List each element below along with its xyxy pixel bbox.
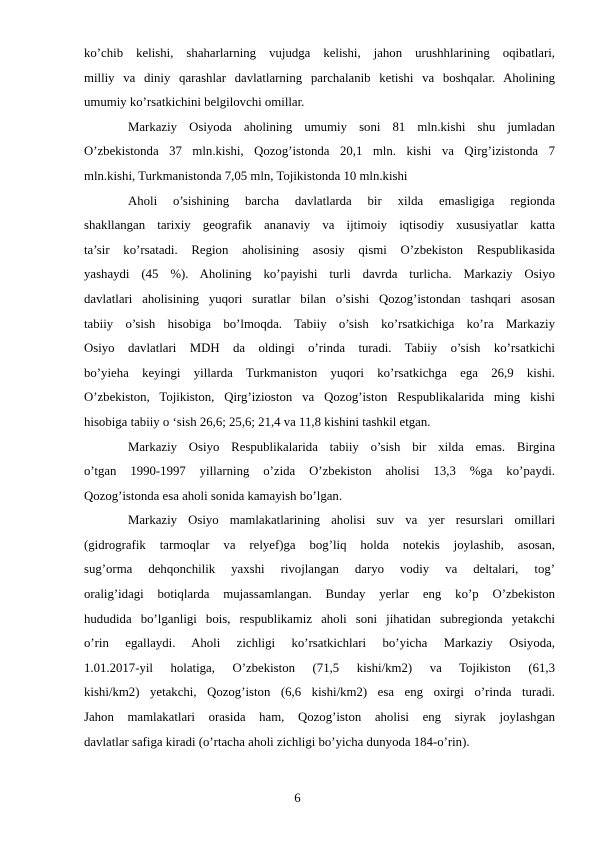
text-line: ta’sir ko’rsatadi. Region aholisining asosiy qismi O’zbekiston Respublikasida: [84, 242, 555, 257]
text-line: shakllangan tarixiy geografik ananaviy va ijtimoiy iqtisodiy xususiyatlar katta: [84, 218, 555, 233]
text-line: Markaziy Osiyo Respublikalarida tabiiy o’sish bir xilda emas. Birgina: [128, 439, 555, 454]
text-line: Markaziy Osiyo mamlakatlarining aholisi suv va yer resurslari omillari: [128, 513, 555, 528]
text-line: Qozog’istonda esa aholi sonida kamayish bo’lgan.: [84, 488, 343, 503]
text-line: kishi/km2) yetakchi, Qozog’iston (6,6 kishi/km2) esa eng oxirgi o’rinda turadi.: [84, 685, 555, 700]
text-line: oralig’idagi botiqlarda mujassamlangan. Bunday yerlar eng ko’p O’zbekiston: [84, 587, 555, 602]
text-line: yashaydi (45 %). Aholining ko’payishi turli davrda turlicha. Markaziy Osiyo: [84, 267, 555, 282]
text-line: hisobiga tabiiy o ‘sish 26,6; 25,6; 21,4 va 11,8 kishini tashkil etgan.: [84, 414, 431, 429]
text-line: o’tgan 1990-1997 yillarning o’zida O’zbekiston aholisi 13,3 %ga ko’paydi.: [84, 464, 555, 479]
text-line: Jahon mamlakatlari orasida ham, Qozog’iston aholisi eng siyrak joylashgan: [84, 710, 555, 725]
text-line: hududida bo’lganligi bois, respublikamiz aholi soni jihatidan subregionda yetakchi: [84, 611, 555, 626]
text-line: sug’orma dehqonchilik yaxshi rivojlangan daryo vodiy va deltalari, tog’: [84, 562, 555, 577]
text-line: Osiyo davlatlari MDH da oldingi o’rinda turadi. Tabiiy o’sish ko’rsatkichi: [84, 341, 555, 356]
text-line: o’rin egallaydi. Aholi zichligi ko’rsatkichlari bo’yicha Markaziy Osiyoda,: [84, 636, 555, 651]
text-line: (gidrografik tarmoqlar va relyef)ga bog’liq holda notekis joylashib, asosan,: [84, 537, 555, 552]
text-line: davlatlar safiga kiradi (o’rtacha aholi zichligi bo’yicha dunyoda 184-o’rin).: [84, 734, 470, 749]
text-line: Markaziy Osiyoda aholining umumiy soni 81 mln.kishi shu jumladan: [128, 119, 555, 134]
text-line: milliy va diniy qarashlar davlatlarning parchalanib ketishi va boshqalar. Aholining: [84, 70, 555, 85]
document-body: [84, 41, 555, 754]
page-number: 6: [294, 791, 301, 805]
text-line: bo’yieha keyingi yillarda Turkmaniston yuqori ko’rsatkichga ega 26,9 kishi.: [84, 365, 555, 380]
text-line: tabiiy o’sish hisobiga bo’lmoqda. Tabiiy o’sish ko’rsatkichiga ko’ra Markaziy: [84, 316, 555, 331]
paragraph: [84, 508, 555, 754]
text-line: Aholi o’sishining barcha davlatlarda bir xilda emasligiga regionda: [128, 193, 555, 208]
text-line: umumiy ko’rsatkichini belgilovchi omillar.: [84, 95, 305, 110]
paragraph: [84, 189, 555, 435]
paragraph: [84, 435, 555, 509]
text-line: O’zbekiston, Tojikiston, Qirg’izioston va Qozog’iston Respublikalarida ming kishi: [84, 390, 555, 405]
paragraph: [84, 41, 555, 115]
text-line: 1.01.2017-yil holatiga, O’zbekiston (71,5 kishi/km2) va Tojikiston (61,3: [84, 660, 555, 675]
text-line: O’zbekistonda 37 mln.kishi, Qozog’istonda 20,1 mln. kishi va Qirg’izistonda 7: [84, 144, 555, 159]
text-line: davlatlari aholisining yuqori suratlar bilan o’sishi Qozog’istondan tashqari asosan: [84, 291, 555, 306]
text-line: mln.kishi, Turkmanistonda 7,05 mln, Tojikistonda 10 mln.kishi: [84, 168, 408, 183]
paragraph: [84, 115, 555, 189]
text-line: ko’chib kelishi, shaharlarning vujudga kelishi, jahon urushhlarining oqibatlari,: [84, 46, 555, 60]
